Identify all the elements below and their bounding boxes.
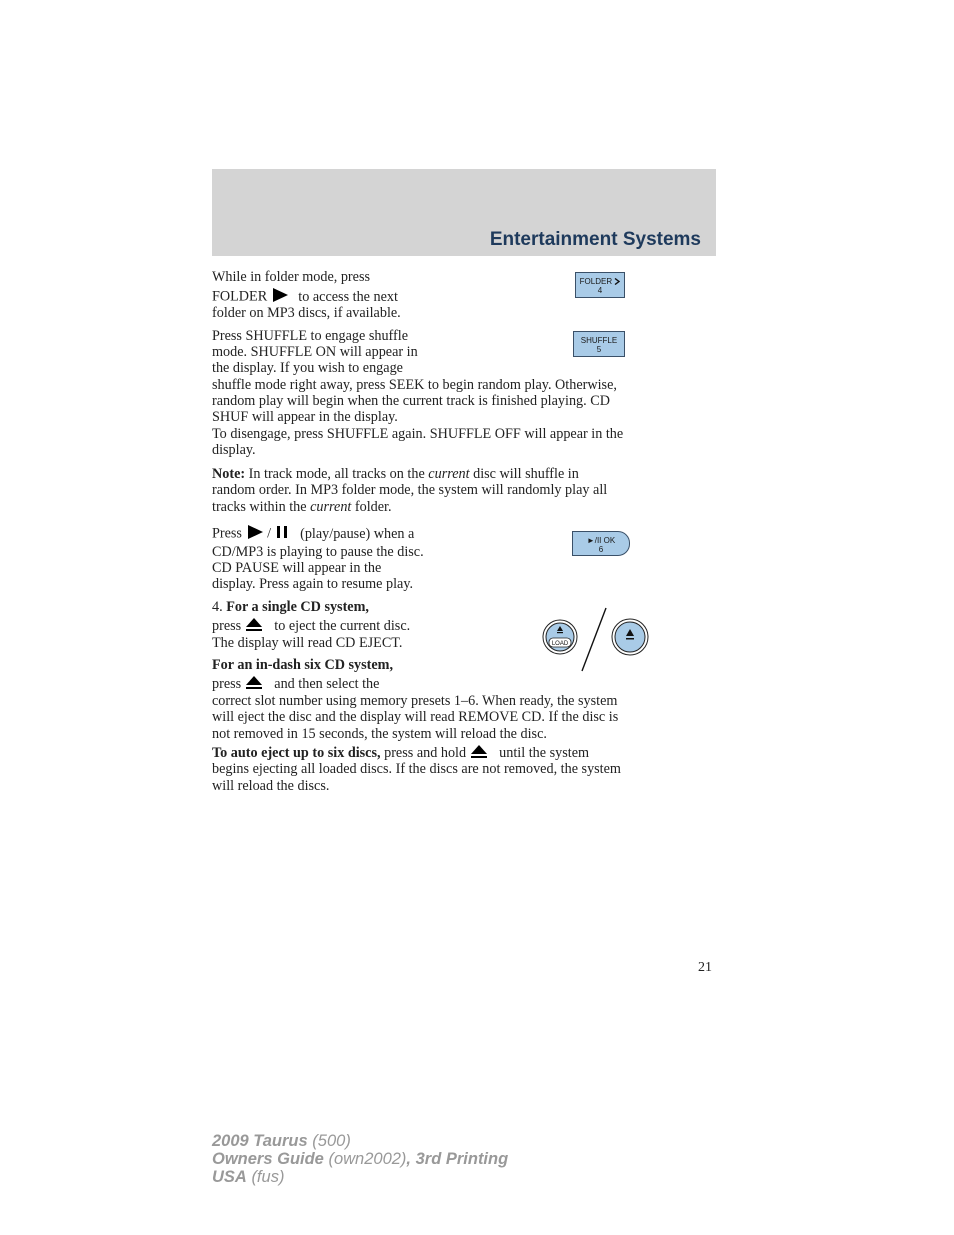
note-line-3: tracks within the current folder. <box>212 499 392 515</box>
footer-line-3: USA (fus) <box>212 1168 285 1186</box>
shuffle-line-5: random play will begin when the current track is finished playing. CD <box>212 393 610 409</box>
auto-eject-line-3: will reload the discs. <box>212 778 330 794</box>
shuffle-line-7: To disengage, press SHUFFLE again. SHUFFLE OFF will appear in the <box>212 426 624 442</box>
folder-line-2-rest: to access the next <box>298 288 398 305</box>
eject-single-line-1: press to eject the current disc. <box>212 617 410 637</box>
play-line-1: Press / (play/pause) when a <box>212 524 414 545</box>
note-line-2: random order. In MP3 folder mode, the system will randomly play all <box>212 482 608 498</box>
eject-six-heading: For an in-dash six CD system, <box>212 657 394 673</box>
load-label: LOAD <box>551 641 569 647</box>
shuffle-line-6: SHUF will appear in the display. <box>212 409 398 425</box>
shuffle-line-8: display. <box>212 442 256 458</box>
folder-word: FOLDER <box>212 288 268 305</box>
shuffle-line-1: Press SHUFFLE to engage shuffle <box>212 328 408 344</box>
play-line-2: CD/MP3 is playing to pause the disc. <box>212 544 424 560</box>
shuffle-line-4: shuffle mode right away, press SEEK to begin random play. Otherwise, <box>212 377 617 393</box>
shuffle-5-button-icon: SHUFFLE 5 <box>573 331 625 357</box>
pause-icon <box>275 525 289 544</box>
eject-six-line-3: will eject the disc and the display will read REMOVE CD. If the disc is <box>212 709 619 725</box>
folder-line-3: folder on MP3 discs, if available. <box>212 305 401 321</box>
eject-single-heading: 4. For a single CD system, <box>212 599 369 615</box>
play-line-3: CD PAUSE will appear in the <box>212 560 382 576</box>
eject-six-line-1: press and then select the <box>212 675 379 695</box>
folder-4-button-icon: FOLDER 4 <box>575 272 625 298</box>
note-line-1: Note: In track mode, all tracks on the current disc will shuffle in <box>212 466 579 482</box>
eject-icon <box>245 675 263 695</box>
footer <box>212 1132 508 1186</box>
play-line-4: display. Press again to resume play. <box>212 576 414 592</box>
note-label: Note: <box>212 466 246 482</box>
play-pause-ok-button-icon: ►/II OK 6 <box>572 531 630 556</box>
eject-single-line-2: The display will read CD EJECT. <box>212 635 403 651</box>
shuffle-line-2: mode. SHUFFLE ON will appear in <box>212 344 418 360</box>
auto-eject-line-1: To auto eject up to six discs, press and hold until the system <box>212 744 589 764</box>
header-band <box>212 169 716 256</box>
play-icon <box>246 524 264 545</box>
folder-line-1: While in folder mode, press <box>212 269 370 285</box>
page-number: 21 <box>698 960 712 975</box>
eject-six-line-4: not removed in 15 seconds, the system will reload the disc. <box>212 726 547 742</box>
footer-line-1: 2009 Taurus (500) <box>212 1132 351 1150</box>
eject-load-buttons-illustration <box>540 605 652 673</box>
eject-six-line-2: correct slot number using memory presets 1–6. When ready, the system <box>212 693 618 709</box>
footer-line-2: Owners Guide (own2002), 3rd Printing <box>212 1150 509 1168</box>
section-title: Entertainment Systems <box>489 229 701 250</box>
shuffle-line-3: the display. If you wish to engage <box>212 360 403 376</box>
auto-eject-line-2: begins ejecting all loaded discs. If the discs are not removed, the system <box>212 761 621 777</box>
eject-icon <box>245 617 263 637</box>
